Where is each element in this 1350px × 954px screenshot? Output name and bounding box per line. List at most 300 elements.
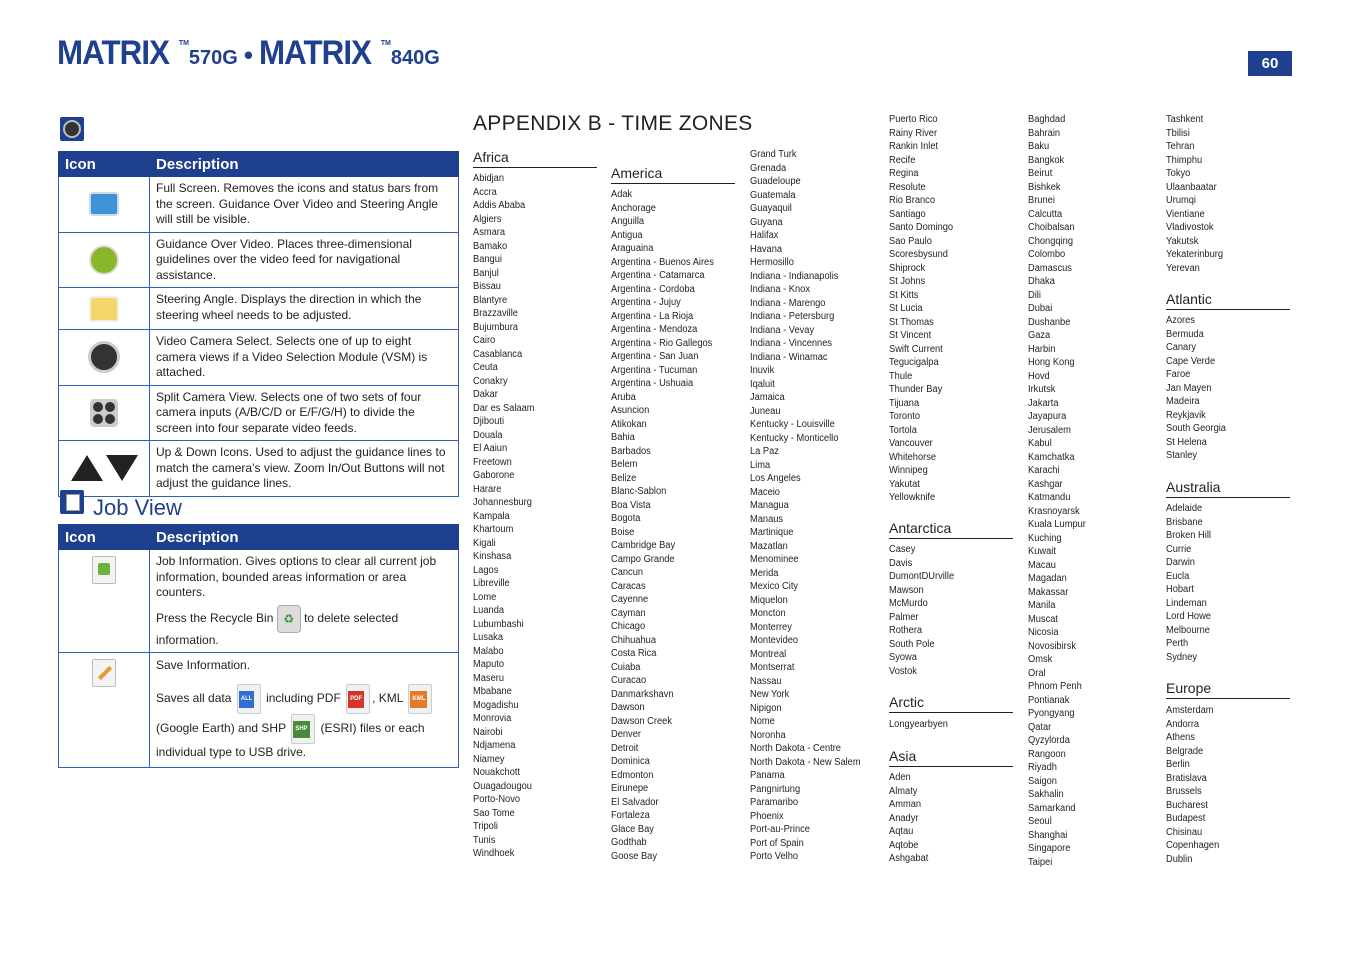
zone-item: Andorra [1166, 718, 1200, 730]
row-description: Guidance Over Video. Places three-dimensional guidelines over the video feed for navigational assistance. [150, 232, 459, 288]
zone-item: Bishkek [1028, 181, 1061, 193]
zone-item: Adelaide [1166, 503, 1203, 514]
zone-item: Campo Grande [611, 553, 675, 565]
zone-item: Asmara [473, 227, 506, 238]
zone-item: St Thomas [889, 316, 934, 328]
job-information-icon [92, 556, 116, 584]
zone-item: Maputo [473, 659, 505, 670]
row-description: Up & Down Icons. Used to adjust the guidance lines to match the camera’s view. Zoom In/Out Buttons will not adjust the guidance lines. [150, 441, 459, 497]
zone-item: Rainy River [889, 127, 938, 139]
zone-item: Chisinau [1166, 826, 1203, 838]
zone-item: Boise [611, 526, 635, 538]
zone-item: Whitehorse [889, 451, 937, 463]
zone-heading-america: America [611, 165, 735, 184]
zone-item: Yerevan [1166, 262, 1200, 274]
zone-item: Brisbane [1166, 516, 1203, 528]
row-description: Steering Angle. Displays the direction in which the steering wheel needs to be adjusted. [150, 288, 459, 330]
zone-item: Qyzylorda [1028, 735, 1070, 746]
zone-item: Omsk [1028, 654, 1053, 665]
zone-item: Nicosia [1028, 627, 1059, 638]
zone-item: Douala [473, 429, 503, 441]
zone-item: Kinshasa [473, 551, 512, 562]
zone-item: Taipei [1028, 856, 1053, 868]
zone-item: Novosibirsk [1028, 640, 1077, 652]
zone-item: Yakutat [889, 478, 920, 490]
zone-list-europe [1166, 704, 1219, 866]
zone-item: Dominica [611, 756, 650, 767]
zone-item: Oral [1028, 667, 1046, 679]
kml-file-icon: KML [408, 684, 432, 714]
zone-item: Argentina - Buenos Aires [611, 256, 714, 268]
zone-item: Harbin [1028, 343, 1056, 355]
zone-item: Port of Spain [750, 837, 804, 849]
zone-item: Sao Tome [473, 807, 515, 819]
zone-item: Juneau [750, 405, 781, 417]
row-description: Video Camera Select. Selects one of up to eight camera views if a Video Selection Module (VSM) is attached. [150, 330, 459, 386]
zone-item: Tunis [473, 834, 496, 846]
zone-item: Athens [1166, 732, 1195, 743]
zone-item: Araguaina [611, 243, 654, 254]
zone-item: Tortola [889, 424, 917, 436]
zone-item: Nassau [750, 675, 782, 687]
zone-item: Scoresbysund [889, 249, 948, 260]
zone-item: Damascus [1028, 262, 1072, 274]
zone-item: Lord Howe [1166, 611, 1211, 622]
zone-item: Darwin [1166, 557, 1195, 568]
zone-item: Vancouver [889, 438, 933, 449]
page-number: 60 [1248, 51, 1292, 76]
zone-item: Ndjamena [473, 740, 516, 751]
zone-list-antarctica [889, 543, 954, 678]
zone-item: Mogadishu [473, 699, 519, 711]
zone-item: Kigali [473, 537, 496, 549]
camera-section-icon [60, 117, 84, 141]
zone-item: Berlin [1166, 759, 1190, 770]
zone-item: Guayaquil [750, 203, 792, 214]
zone-item: Yellowknife [889, 492, 936, 503]
zone-item: Swift Current [889, 343, 943, 355]
zone-item: Phnom Penh [1028, 681, 1082, 692]
table-row [59, 385, 459, 441]
zone-item: Nipigon [750, 702, 782, 714]
zone-item: Guyana [750, 216, 783, 228]
zone-item: Caracas [611, 580, 646, 592]
zone-item: Ouagadougou [473, 780, 532, 792]
zone-item: St Kitts [889, 289, 919, 301]
brand-logo: MATRIX ™570G • MATRIX ™840G [57, 34, 440, 72]
zone-item: Detroit [611, 742, 639, 754]
zone-item: South Georgia [1166, 423, 1226, 434]
zone-item: Maceio [750, 486, 780, 498]
zone-item: Argentina - Cordoba [611, 283, 695, 295]
zone-item: Eirunepe [611, 783, 649, 794]
zone-item: Magadan [1028, 573, 1067, 584]
table-row [59, 330, 459, 386]
shp-file-icon: SHP [291, 714, 315, 744]
zone-item: Bujumbura [473, 321, 518, 333]
zone-item: Indiana - Vincennes [750, 338, 833, 349]
zone-item: St Lucia [889, 303, 923, 314]
zone-heading-antarctica: Antarctica [889, 520, 1013, 539]
zone-item: Grand Turk [750, 149, 797, 160]
zone-item: Cayenne [611, 594, 649, 605]
zone-item: Tashkent [1166, 114, 1204, 125]
zone-item: Kampala [473, 510, 510, 522]
zone-item: El Salvador [611, 796, 659, 808]
zone-item: Fortaleza [611, 810, 650, 821]
zone-item: Argentina - Mendoza [611, 324, 698, 335]
zone-item: Bermuda [1166, 328, 1204, 340]
zone-list-america-cont [750, 148, 861, 864]
brand-name-right: MATRIX [258, 34, 372, 72]
zone-item: Faroe [1166, 369, 1191, 380]
zone-item: Recife [889, 154, 916, 166]
zone-item: Aqtobe [889, 839, 919, 851]
zone-item: Resolute [889, 181, 926, 193]
zone-item: Muscat [1028, 613, 1058, 625]
zone-list-america [611, 188, 714, 863]
zone-item: Danmarkshavn [611, 688, 674, 700]
zone-item: Winnipeg [889, 465, 928, 476]
zone-item: Thunder Bay [889, 384, 943, 395]
table-row [59, 653, 459, 768]
zone-item: Asuncion [611, 405, 650, 416]
zone-item: Phoenix [750, 810, 784, 822]
zone-item: Thule [889, 370, 913, 382]
zone-item: Anguilla [611, 216, 645, 227]
zone-item: Anchorage [611, 202, 656, 214]
zone-item: Atikokan [611, 418, 647, 430]
table-row [59, 232, 459, 288]
zone-item: Martinique [750, 527, 794, 538]
zone-item: Lubumbashi [473, 618, 524, 630]
zone-item: Tegucigalpa [889, 357, 939, 368]
zone-item: Tbilisi [1166, 127, 1190, 139]
zone-item: Jamaica [750, 392, 785, 403]
zone-list-asia-cont2 [1166, 113, 1223, 275]
zone-item: Eucla [1166, 570, 1190, 582]
col-desc-header: Description [150, 525, 459, 550]
appendix-title: APPENDIX B - TIME ZONES [473, 112, 753, 135]
zone-item: Curacao [611, 675, 647, 686]
zone-item: McMurdo [889, 598, 928, 609]
zone-item: Dhaka [1028, 276, 1055, 287]
zone-item: Brussels [1166, 786, 1202, 797]
zone-item: Costa Rica [611, 648, 657, 659]
table-row [59, 550, 459, 653]
zone-item: Jerusalem [1028, 424, 1071, 436]
zone-item: Rangoon [1028, 748, 1066, 760]
zone-heading-africa: Africa [473, 149, 597, 168]
zone-heading-arctic: Arctic [889, 694, 1013, 713]
zone-item: Reykjavik [1166, 409, 1206, 421]
zone-item: Godthab [611, 837, 647, 848]
down-arrow-icon [106, 455, 138, 481]
zone-item: North Dakota - Centre [750, 743, 841, 754]
zone-item: Choibalsan [1028, 222, 1075, 233]
zone-list-atlantic [1166, 314, 1226, 463]
zone-item: Lindeman [1166, 597, 1207, 609]
zone-item: Bogota [611, 513, 641, 524]
zone-item: Iqaluit [750, 378, 775, 390]
zone-item: Mexico City [750, 581, 799, 592]
zone-item: Longyearbyen [889, 719, 948, 730]
zone-item: Puerto Rico [889, 114, 938, 125]
zone-item: Blantyre [473, 294, 508, 306]
zone-item: Port-au-Prince [750, 824, 810, 835]
zone-item: Dar es Salaam [473, 402, 535, 414]
zone-list-asia [889, 771, 928, 866]
zone-item: Dawson [611, 702, 645, 713]
zone-item: Samarkand [1028, 802, 1076, 814]
zone-heading-atlantic: Atlantic [1166, 291, 1290, 310]
zone-item: Cayman [611, 607, 646, 619]
zone-item: Mawson [889, 584, 924, 596]
zone-item: Maseru [473, 672, 505, 684]
zone-item: Yekaterinburg [1166, 249, 1224, 260]
zone-item: Barbados [611, 445, 651, 457]
zone-item: Nairobi [473, 726, 503, 738]
zone-item: Managua [750, 500, 789, 511]
zone-item: Stanley [1166, 450, 1198, 461]
zone-item: Edmonton [611, 769, 654, 781]
zone-item: Colombo [1028, 249, 1066, 260]
zone-item: Argentina - La Rioja [611, 310, 694, 322]
table-row [59, 441, 459, 497]
zone-item: Almaty [889, 785, 918, 797]
zone-item: Kuwait [1028, 546, 1056, 557]
zone-item: Freetown [473, 456, 512, 468]
zone-item: Palmer [889, 611, 919, 623]
zone-item: Indiana - Winamac [750, 351, 828, 363]
zone-item: Glace Bay [611, 823, 654, 835]
zone-item: Lusaka [473, 632, 503, 643]
zone-item: Cairo [473, 335, 496, 346]
col-icon-header: Icon [59, 152, 150, 177]
zone-item: Jakarta [1028, 397, 1059, 409]
zone-item: Pangnirtung [750, 783, 801, 795]
zone-item: Santiago [889, 208, 926, 220]
zone-item: Harare [473, 483, 502, 495]
up-arrow-icon [71, 455, 103, 481]
job-view-table [58, 524, 459, 768]
job-view-icon [60, 490, 84, 514]
zone-item: Qatar [1028, 721, 1052, 733]
zone-item: Adak [611, 189, 633, 200]
zone-item: Cuiaba [611, 661, 641, 673]
zone-item: Miquelon [750, 594, 788, 606]
zone-item: Argentina - Jujuy [611, 297, 681, 308]
zone-item: Banjul [473, 267, 499, 279]
guidance-over-video-icon [89, 245, 119, 275]
row-description: Full Screen. Removes the icons and status bars from the screen. Guidance Over Video and Steering Angle will still be visible. [150, 177, 459, 233]
zone-item: Monterrey [750, 621, 792, 633]
zone-item: Makassar [1028, 586, 1069, 598]
zone-item: Niamey [473, 753, 505, 765]
zone-item: Irkutsk [1028, 384, 1056, 395]
zone-item: Saigon [1028, 775, 1057, 787]
zone-item: Azores [1166, 315, 1195, 326]
zone-item: Belize [611, 472, 637, 484]
zone-item: Dawson Creek [611, 715, 673, 727]
zone-item: Shiprock [889, 262, 926, 274]
zone-item: Kuala Lumpur [1028, 519, 1086, 530]
zone-item: Manila [1028, 600, 1056, 611]
zone-item: Regina [889, 168, 919, 179]
zone-item: Hovd [1028, 370, 1050, 382]
zone-item: Ceuta [473, 362, 498, 373]
zone-item: Sao Paulo [889, 235, 932, 247]
zone-item: Copenhagen [1166, 840, 1220, 851]
zone-item: Vientiane [1166, 208, 1205, 220]
zone-item: Monrovia [473, 713, 512, 724]
zone-item: Tokyo [1166, 168, 1191, 179]
zone-item: Bucharest [1166, 799, 1208, 811]
zone-item: Menominee [750, 554, 799, 565]
zone-item: Aden [889, 772, 911, 783]
zone-heading-australia: Australia [1166, 479, 1290, 498]
zone-item: Chihuahua [611, 634, 656, 646]
zone-item: Yakutsk [1166, 235, 1199, 247]
zone-item: Jan Mayen [1166, 382, 1212, 394]
zone-item: Hong Kong [1028, 357, 1075, 368]
zone-item: Beirut [1028, 168, 1053, 179]
zone-item: Abidjan [473, 173, 505, 184]
zone-item: Singapore [1028, 843, 1071, 854]
zone-item: Calcutta [1028, 208, 1063, 220]
zone-item: Tripoli [473, 821, 498, 832]
job-info-text: Job Information. Gives options to clear all current job information, bounded areas information or area counters. [156, 554, 437, 599]
zone-item: Dublin [1166, 853, 1193, 865]
zone-item: Kamchatka [1028, 451, 1075, 463]
zone-item: Dakar [473, 389, 498, 400]
zone-item: Kashgar [1028, 478, 1063, 490]
zone-item: North Dakota - New Salem [750, 756, 861, 768]
zone-heading-asia: Asia [889, 748, 1013, 767]
zone-list-america-cont2 [889, 113, 953, 505]
zone-item: Los Angeles [750, 473, 801, 484]
zone-item: Pontianak [1028, 694, 1070, 706]
zone-item: Guadeloupe [750, 176, 801, 187]
zone-item: Lima [750, 459, 771, 471]
zone-item: Denver [611, 729, 641, 740]
zone-item: Panama [750, 770, 785, 781]
zone-item: Malabo [473, 645, 504, 657]
zone-item: Bahrain [1028, 127, 1061, 139]
zone-item: Casablanca [473, 348, 523, 360]
zone-item: Rothera [889, 625, 923, 636]
zone-item: Khartoum [473, 524, 514, 535]
display-icons-table [58, 151, 459, 497]
row-description: Split Camera View. Selects one of two sets of four camera inputs (A/B/C/D or E/F/G/H) to divide the screen into four separate video feeds. [150, 385, 459, 441]
zone-item: Katmandu [1028, 492, 1071, 503]
zone-item: Hobart [1166, 584, 1194, 595]
zone-item: Montreal [750, 648, 787, 660]
zone-item: Baghdad [1028, 114, 1066, 125]
zone-item: St Johns [889, 276, 926, 287]
zone-item: Moncton [750, 608, 786, 619]
zone-item: Dili [1028, 289, 1041, 301]
zone-item: La Paz [750, 446, 779, 457]
zone-item: Ashgabat [889, 853, 929, 864]
zone-item: South Pole [889, 638, 935, 650]
zone-item: Toronto [889, 411, 921, 422]
zone-item: Havana [750, 243, 783, 255]
zone-list-africa [473, 172, 535, 861]
recycle-bin-icon: ♻ [277, 605, 301, 633]
zone-item: Baku [1028, 141, 1050, 152]
zone-item: Windhoek [473, 848, 515, 859]
job-view-title: Job View [93, 495, 182, 520]
zone-item: Melbourne [1166, 624, 1210, 636]
zone-item: Riyadh [1028, 762, 1057, 773]
zone-item: Bangkok [1028, 154, 1065, 166]
zone-item: Canary [1166, 342, 1196, 353]
zone-item: Davis [889, 557, 913, 569]
zone-item: Libreville [473, 578, 510, 589]
zone-item: Argentina - Catamarca [611, 270, 705, 281]
zone-item: Lome [473, 591, 497, 603]
zone-item: Bamako [473, 240, 508, 252]
zone-item: Anadyr [889, 812, 919, 824]
video-camera-select-icon [88, 341, 120, 373]
zone-list-australia [1166, 502, 1211, 664]
zone-item: Vladivostok [1166, 222, 1214, 233]
zone-item: Accra [473, 186, 497, 198]
zone-item: Madeira [1166, 396, 1200, 407]
zone-item: Indiana - Indianapolis [750, 270, 839, 282]
row-description: Save Information. Saves all data ALL including PDF PDF , KML KML (Google Earth) and SHP SHP (ESRI) files or each individual type to USB drive. [150, 653, 459, 768]
zone-item: Addis Ababa [473, 200, 526, 211]
zone-item: Porto Velho [750, 851, 799, 862]
zone-item: Bangui [473, 254, 502, 265]
zone-item: Tijuana [889, 397, 920, 409]
zone-item: Kentucky - Louisville [750, 419, 835, 430]
zone-item: Montserrat [750, 662, 795, 673]
zone-item: Nome [750, 716, 775, 727]
zone-item: Porto-Novo [473, 794, 521, 805]
zone-item: Argentina - Tucuman [611, 364, 698, 376]
zone-item: Indiana - Marengo [750, 297, 826, 309]
save-information-icon [92, 659, 116, 687]
table-row [59, 177, 459, 233]
zone-item: Krasnoyarsk [1028, 505, 1080, 517]
zone-item: Luanda [473, 605, 505, 616]
zone-item: Nouakchott [473, 767, 521, 778]
zone-item: Brunei [1028, 195, 1055, 206]
zone-item: Aqtau [889, 826, 914, 837]
zone-item: Inuvik [750, 365, 775, 376]
zone-item: Ulaanbaatar [1166, 181, 1217, 193]
zone-item: Pyongyang [1028, 708, 1075, 719]
zone-item: St Vincent [889, 330, 932, 341]
zone-item: Goose Bay [611, 850, 658, 862]
zone-item: Indiana - Petersburg [750, 311, 835, 322]
zone-item: Cambridge Bay [611, 540, 676, 551]
zone-item: Lagos [473, 564, 499, 576]
zone-item: Brazzaville [473, 308, 518, 319]
zone-item: Mazatlan [750, 540, 788, 552]
zone-item: Grenada [750, 162, 787, 174]
zone-item: Tehran [1166, 141, 1195, 152]
zone-item: Belem [611, 459, 638, 470]
row-description: Job Information. Gives options to clear all current job information, bounded areas information or area counters. Press the Recycle Bin ♻ to delete selected information. [150, 550, 459, 653]
zone-item: Gaza [1028, 330, 1051, 341]
zone-item: Belgrade [1166, 745, 1204, 757]
zone-item: Vostok [889, 665, 917, 677]
zone-item: Argentina - San Juan [611, 351, 699, 362]
zone-item: Algiers [473, 213, 502, 225]
